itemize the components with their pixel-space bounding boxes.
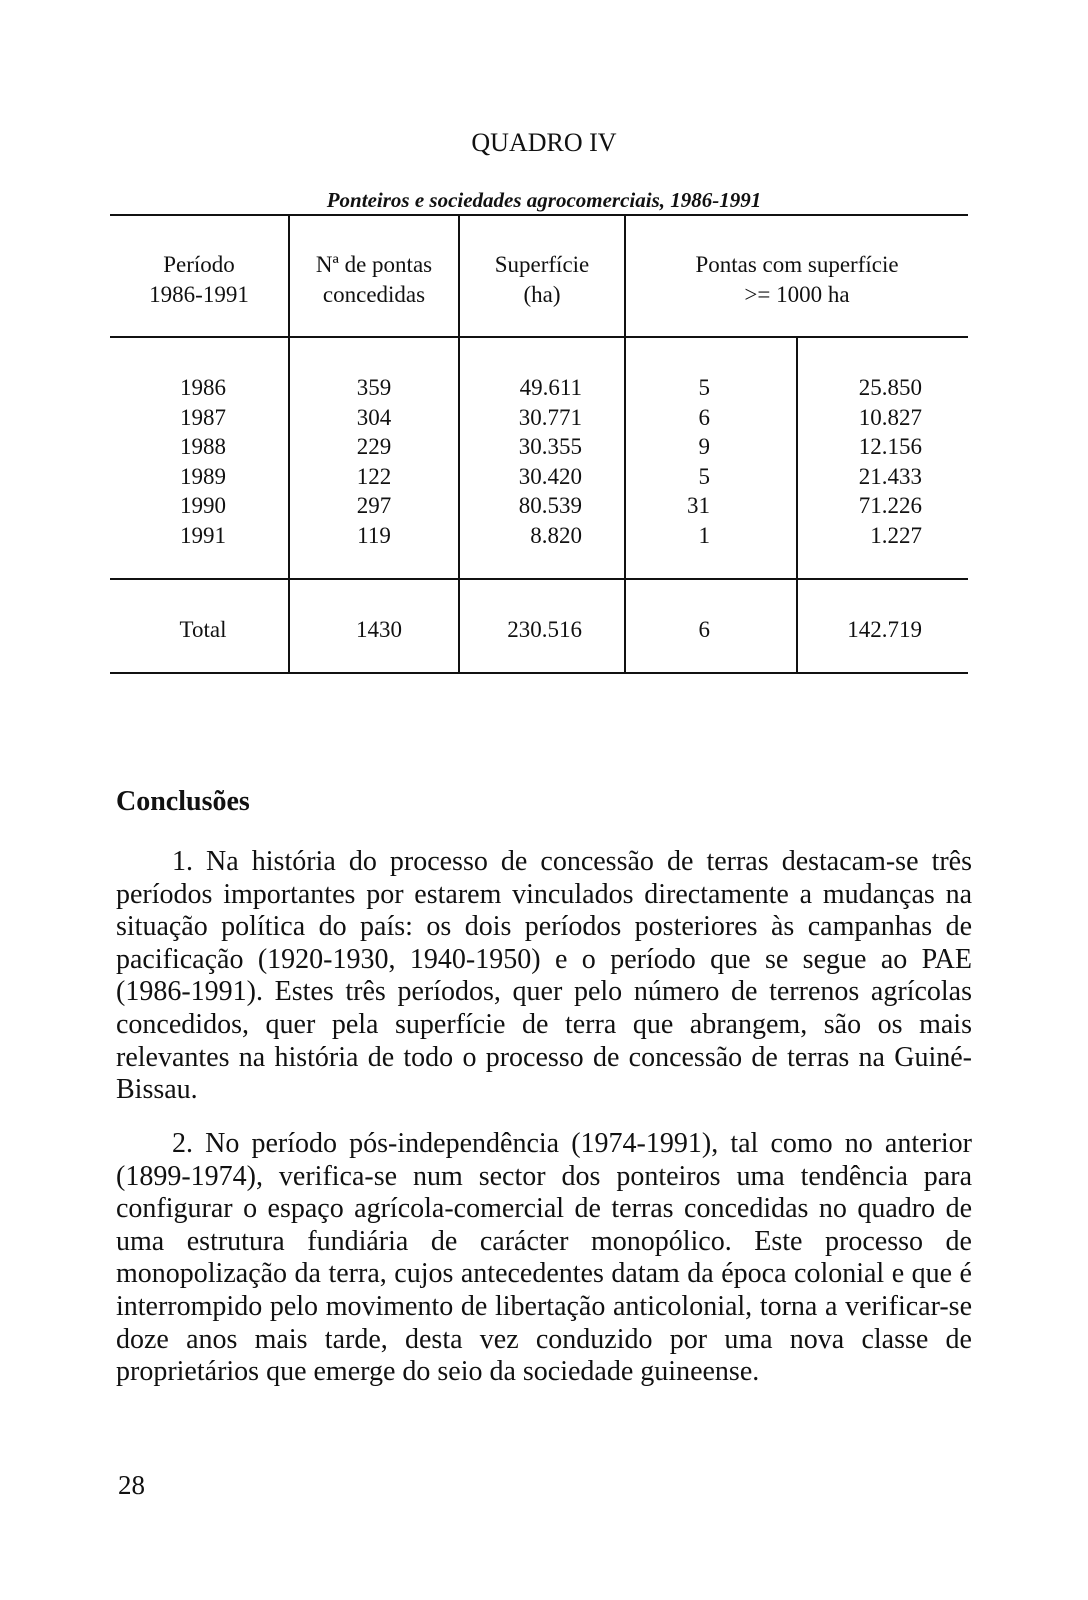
column-years — [110, 373, 296, 551]
total-pontas: 1430 — [356, 617, 402, 642]
table-cell: 359 — [356, 375, 392, 400]
table-top-rule — [110, 214, 968, 216]
table-cell: 30.355 — [518, 434, 582, 460]
table-cell: 5 — [698, 375, 710, 400]
table-subtitle: Ponteiros e sociedades agrocomerciais, 1986-1991 — [326, 188, 762, 212]
table-cell: 71.226 — [858, 493, 922, 519]
table-caption: QUADRO IV — [471, 128, 617, 157]
table-cell: 10.827 — [858, 404, 922, 430]
header-line: 1986-1991 — [149, 282, 249, 307]
table-cell: 6 — [698, 404, 710, 430]
total-label: Total — [179, 617, 227, 642]
table-cell: 9 — [698, 434, 710, 460]
table-cell: 8.820 — [530, 522, 582, 548]
header-line: Período — [163, 252, 235, 277]
table-bottom-rule — [110, 672, 968, 674]
table-cell: 31 — [687, 493, 710, 519]
total-pontas-count: 6 — [698, 617, 710, 642]
table-cell: 122 — [356, 463, 392, 489]
table-cell: 297 — [356, 493, 392, 519]
total-pontas-area: 142.719 — [847, 617, 922, 642]
total-superficie: 230.516 — [507, 617, 582, 642]
header-pontas — [290, 250, 458, 310]
header-pontas-superficie — [626, 250, 968, 310]
header-line: concedidas — [322, 282, 426, 307]
header-line: (ha) — [523, 282, 561, 307]
table-cell: 1991 — [180, 522, 226, 548]
header-line: Superfície — [494, 252, 590, 277]
table-cell: 25.850 — [858, 375, 922, 400]
table-cell: 21.433 — [858, 463, 922, 489]
section-heading: Conclusões — [116, 786, 250, 817]
table-cell: 5 — [698, 463, 710, 489]
table-cell: 30.420 — [518, 463, 582, 489]
column-superficie — [460, 373, 582, 551]
table-cell: 80.539 — [518, 493, 582, 519]
paragraph: 1. Na história do processo de concessão de terras destacam-se três períodos importantes por estarem vinculados directamente a mudanças na situação política do país: os dois períodos posteriores às campanhas de pacificação (1920-1930, 1940-1950) e o período que se segue ao PAE (1986-1991). Estes três períodos, quer pelo número de terrenos agrícolas concedidos, quer pela superfície de terra que abrangem, são os mais relevantes na história de todo o processo de concessão de terras na Guiné-Bissau. — [116, 846, 972, 1106]
table-cell: 49.611 — [519, 375, 582, 400]
column-pontas-count — [660, 373, 710, 551]
header-line: Nª de pontas — [315, 252, 433, 277]
table-cell: 1 — [698, 522, 710, 548]
table-cell: 1.227 — [870, 522, 922, 548]
paragraph: 2. No período pós-independência (1974-1991), tal como no anterior (1899-1974), verifica-se num sector dos ponteiros uma tendência para configurar o espaço agrícola-comercial de terras concedidas no quadro de uma estrutura fundiária de carácter monopólico. Este processo de monopolização da terra, cujos antecedentes datam da época colonial e que é interrompido pelo movimento de libertação anticolonial, torna a verificar-se doze anos mais tarde, desta vez conduzido por uma nova classe de proprietários que emerge do seio da sociedade guineense. — [116, 1128, 972, 1388]
table-cell: 119 — [357, 522, 391, 548]
table-cell: 304 — [356, 404, 392, 430]
column-pontas-area — [800, 373, 922, 551]
table-cell: 229 — [356, 434, 392, 460]
table-header-rule — [110, 336, 968, 338]
table-cell: 30.771 — [518, 404, 582, 430]
table-cell: 1989 — [180, 463, 226, 489]
header-line: Pontas com superfície — [695, 252, 899, 277]
table-cell: 1987 — [180, 404, 226, 430]
header-superficie — [460, 250, 624, 310]
page-number: 28 — [118, 1470, 145, 1500]
column-pontas — [290, 373, 458, 551]
header-line: >= 1000 ha — [744, 282, 850, 307]
header-periodo — [110, 250, 288, 310]
table-cell: 1986 — [180, 375, 226, 400]
table-cell: 1990 — [180, 493, 226, 519]
table-col-divider — [796, 338, 798, 674]
table-cell: 1988 — [180, 434, 226, 460]
table-cell: 12.156 — [858, 434, 922, 460]
table-body-rule — [110, 578, 968, 580]
